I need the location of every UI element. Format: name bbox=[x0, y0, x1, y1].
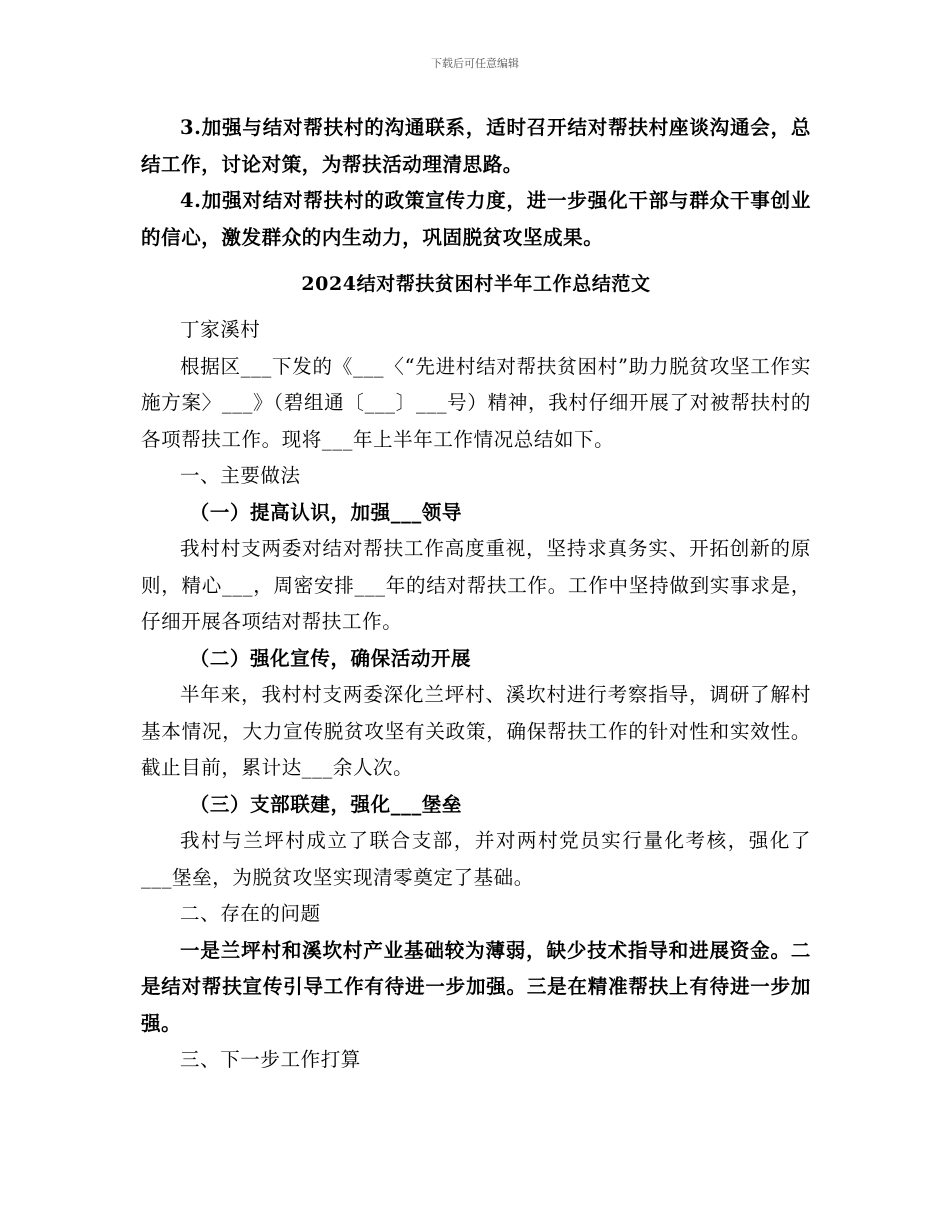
subsection-body-2: 半年来，我村村支两委深化兰坪村、溪坎村进行考察指导，调研了解村基本情况，大力宣传脱贫攻坚有关政策，确保帮扶工作的针对性和实效性。截止目前，累计达___余人次。 bbox=[141, 683, 811, 779]
document-title: 2024结对帮扶贫困村半年工作总结范文 bbox=[301, 273, 651, 295]
section-heading-2: 二、存在的问题 bbox=[180, 902, 321, 925]
document-body bbox=[141, 110, 811, 1079]
paragraph-item-3: 3.加强与结对帮扶村的沟通联系，适时召开结对帮扶村座谈沟通会，总结工作，讨论对策，为帮扶活动理清思路。 bbox=[141, 116, 811, 176]
subsection-body-1: 我村村支两委对结对帮扶工作高度重视，坚持求真务实、开拓创新的原则，精心___，周密安排___年的结对帮扶工作。工作中坚持做到实事求是，仔细开展各项结对帮扶工作。 bbox=[141, 537, 811, 633]
village-name: 丁家溪村 bbox=[180, 318, 261, 341]
paragraph-item-4: 4.加强对结对帮扶村的政策宣传力度，进一步强化干部与群众干事创业的信心，激发群众的内生动力，巩固脱贫攻坚成果。 bbox=[141, 189, 811, 249]
intro-paragraph: 根据区___下发的《___〈“先进村结对帮扶贫困村”助力脱贫攻坚工作实施方案〉___》（碧组通〔___〕___号）精神，我村仔细开展了对被帮扶村的各项帮扶工作。现将___年上半年工作情况总结如下。 bbox=[141, 354, 811, 451]
section-heading-3: 三、下一步工作打算 bbox=[180, 1048, 361, 1071]
section-heading-1: 一、主要做法 bbox=[180, 464, 301, 487]
subsection-body-3: 我村与兰坪村成立了联合支部，并对两村党员实行量化考核，强化了___堡垒，为脱贫攻坚实现清零奠定了基础。 bbox=[141, 829, 811, 889]
subsection-heading-1: （一）提高认识，加强___领导 bbox=[189, 500, 463, 524]
subsection-heading-2: （二）强化宣传，确保活动开展 bbox=[189, 646, 472, 670]
subsection-heading-3: （三）支部联建，强化___堡垒 bbox=[189, 792, 463, 816]
problems-paragraph: 一是兰坪村和溪坎村产业基础较为薄弱，缺少技术指导和进展资金。二是结对帮扶宣传引导工作有待进一步加强。三是在精准帮扶上有待进一步加强。 bbox=[141, 938, 811, 1035]
page-header: 下载后可任意编辑 bbox=[431, 57, 519, 70]
